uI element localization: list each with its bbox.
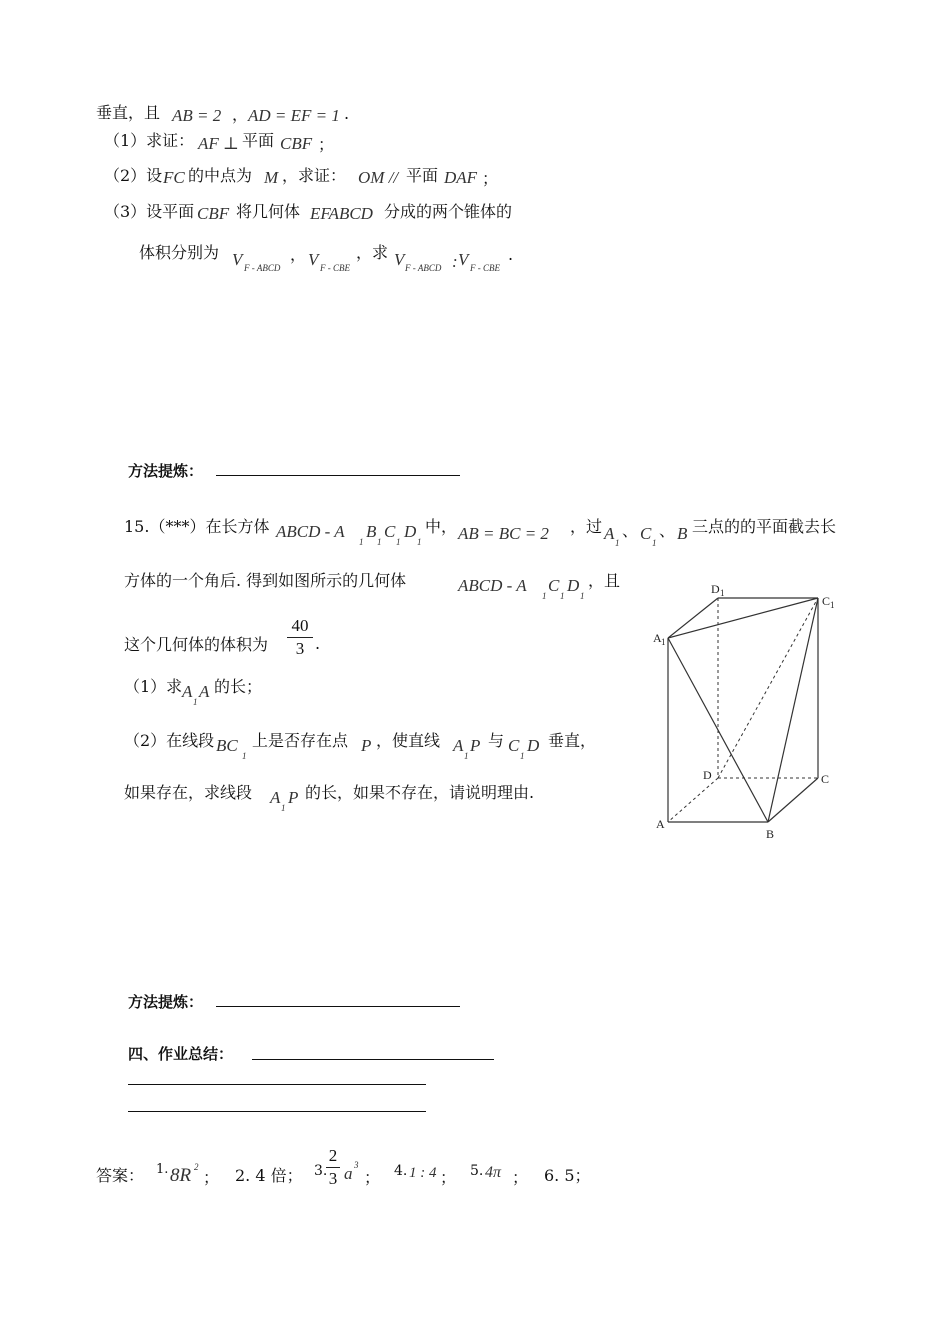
answer-4-num: 4. bbox=[394, 1163, 408, 1179]
text: （3）设平面 bbox=[104, 202, 195, 221]
math: A bbox=[182, 682, 193, 701]
fraction bbox=[287, 616, 313, 659]
text: 、 bbox=[622, 521, 639, 540]
label-a: A bbox=[656, 817, 665, 831]
denominator: 3 bbox=[328, 1169, 338, 1188]
text: 的长； bbox=[214, 677, 263, 696]
math-sub: F - CBE bbox=[320, 263, 350, 273]
math: V bbox=[232, 250, 243, 269]
label-c1: C bbox=[822, 594, 831, 608]
text: 的长，如果不存在，请说明理由. bbox=[305, 783, 535, 802]
math-sub: F - ABCD bbox=[405, 263, 442, 273]
math-sub: 1 bbox=[580, 591, 585, 601]
math: CBF bbox=[197, 204, 230, 223]
math-sub: 1 bbox=[281, 803, 286, 813]
math: M bbox=[264, 168, 279, 187]
label-b: B bbox=[766, 827, 775, 841]
text: ； bbox=[203, 1168, 220, 1187]
text: ， bbox=[290, 245, 307, 264]
math: D bbox=[404, 522, 417, 541]
edge-c1-b bbox=[768, 598, 818, 822]
edge-a1-c1 bbox=[668, 598, 818, 638]
answer-blank[interactable] bbox=[216, 475, 460, 476]
text: 体积分别为 bbox=[139, 243, 220, 262]
label-d1-sub: 1 bbox=[720, 588, 725, 598]
text: （1）求证： bbox=[104, 131, 195, 150]
edge-a1-d1 bbox=[668, 598, 718, 638]
math-sub: 1 bbox=[417, 537, 422, 547]
text: . bbox=[344, 104, 350, 123]
math-sub: 1 bbox=[615, 538, 620, 548]
math: D bbox=[567, 576, 580, 595]
answer-1-sup: 2 bbox=[194, 1162, 199, 1172]
label-c: C bbox=[821, 772, 830, 786]
text: 15.（***）在长方体 bbox=[124, 517, 270, 536]
answer-4: 1 : 4 bbox=[409, 1165, 437, 1181]
text: （2）在线段 bbox=[124, 731, 215, 750]
label-d: D bbox=[703, 768, 712, 782]
math: A bbox=[453, 736, 464, 755]
math: EFABCD bbox=[310, 204, 373, 223]
text: . bbox=[508, 245, 514, 264]
hidden-edge-d-a bbox=[668, 778, 718, 822]
denominator: 3 bbox=[295, 639, 305, 658]
answer-5: 4π bbox=[485, 1164, 502, 1181]
answer-1-num: 1. bbox=[156, 1162, 169, 1177]
text: 平面 bbox=[406, 166, 439, 185]
math: AB = 2 bbox=[172, 106, 222, 125]
math: P bbox=[288, 788, 299, 807]
method-label: 方法提炼： bbox=[128, 993, 204, 1011]
label-a1-sub: 1 bbox=[661, 637, 666, 647]
math-sub: 1 bbox=[193, 697, 198, 707]
hidden-edge-d-c1 bbox=[718, 598, 818, 778]
text: 垂直，且 bbox=[96, 103, 161, 122]
math: DAF bbox=[444, 168, 478, 187]
text: 平面 bbox=[242, 131, 275, 150]
text: 与 bbox=[488, 731, 505, 750]
math: P bbox=[470, 736, 481, 755]
text: 方体的一个角后. 得到如图所示的几何体 bbox=[124, 571, 407, 590]
fraction-bar bbox=[326, 1167, 340, 1168]
math-sub: 1 bbox=[542, 591, 547, 601]
math: V bbox=[394, 250, 405, 269]
text: 将几何体 bbox=[236, 202, 301, 221]
text: 上是否存在点 bbox=[252, 731, 349, 750]
label-d1: D bbox=[711, 582, 720, 596]
math: V bbox=[308, 250, 319, 269]
summary-blank-2[interactable] bbox=[128, 1084, 426, 1085]
answer-1: 8R bbox=[170, 1165, 192, 1186]
text: 垂直， bbox=[548, 731, 597, 750]
math: ABCD - A bbox=[276, 522, 345, 541]
math-sub: 1 bbox=[464, 751, 469, 761]
text: （2）设 bbox=[104, 166, 163, 185]
answer-3-var: a bbox=[344, 1164, 353, 1183]
answer-5-num: 5. bbox=[470, 1163, 484, 1179]
geometry-figure bbox=[640, 570, 860, 850]
math-sub: 1 bbox=[359, 537, 364, 547]
answer-blank[interactable] bbox=[216, 1006, 460, 1007]
summary-blank-3[interactable] bbox=[128, 1111, 426, 1112]
text: 三点的的平面截去长 bbox=[692, 517, 837, 536]
math: C bbox=[384, 522, 396, 541]
fraction-bar bbox=[287, 637, 313, 638]
answer-2: 2. 4 倍； bbox=[235, 1166, 303, 1185]
math: FC bbox=[163, 168, 185, 187]
text: ，过 bbox=[570, 517, 603, 536]
math: C bbox=[640, 524, 652, 543]
answer-3-fraction bbox=[326, 1146, 340, 1189]
text: ； bbox=[482, 169, 499, 188]
text: ， bbox=[232, 105, 249, 124]
text: 这个几何体的体积为 bbox=[124, 635, 269, 654]
summary-blank-1[interactable] bbox=[252, 1059, 494, 1060]
math: AF ⊥ bbox=[198, 134, 240, 153]
math: OM // bbox=[358, 168, 399, 187]
answer-3-num: 3. bbox=[314, 1163, 328, 1179]
math: V bbox=[458, 250, 469, 269]
math: B bbox=[677, 524, 688, 543]
math: C bbox=[548, 576, 560, 595]
math: BC bbox=[216, 736, 238, 755]
label-c1-sub: 1 bbox=[830, 600, 835, 610]
text: 的中点为 bbox=[188, 166, 253, 185]
math: D bbox=[527, 736, 540, 755]
answer-6: 6. 5； bbox=[544, 1166, 591, 1185]
text: ，求 bbox=[356, 243, 389, 262]
text: （1）求 bbox=[124, 677, 183, 696]
text: ，且 bbox=[588, 571, 621, 590]
math: A bbox=[270, 788, 281, 807]
text: ； bbox=[440, 1168, 457, 1187]
edge-b-c bbox=[768, 778, 818, 822]
text: ，使直线 bbox=[376, 731, 441, 750]
math: ABCD - A bbox=[458, 576, 527, 595]
numerator: 2 bbox=[328, 1146, 338, 1165]
math-sub: 1 bbox=[377, 537, 382, 547]
math-sub: F - CBE bbox=[470, 263, 500, 273]
math: AD = EF = 1 bbox=[248, 106, 340, 125]
math-sub: 1 bbox=[652, 538, 657, 548]
math-sub: F - ABCD bbox=[244, 263, 281, 273]
text: . bbox=[315, 634, 321, 653]
text: ； bbox=[512, 1168, 529, 1187]
math-sub: 1 bbox=[396, 537, 401, 547]
text: ，求证： bbox=[282, 166, 347, 185]
math: C bbox=[508, 736, 520, 755]
math: : bbox=[452, 252, 458, 271]
answer-3-sup: 3 bbox=[354, 1160, 359, 1170]
math: CBF bbox=[280, 134, 313, 153]
text: 分成的两个锥体的 bbox=[384, 202, 513, 221]
text: 如果存在，求线段 bbox=[124, 783, 253, 802]
math-sub: 1 bbox=[560, 591, 565, 601]
method-label: 方法提炼： bbox=[128, 462, 204, 480]
math: P bbox=[361, 736, 372, 755]
math: A bbox=[604, 524, 615, 543]
text: 、 bbox=[659, 521, 676, 540]
summary-label: 四、作业总结： bbox=[128, 1045, 234, 1063]
math-sub: 1 bbox=[242, 751, 247, 761]
numerator: 40 bbox=[291, 616, 309, 635]
text: 中， bbox=[425, 517, 458, 536]
answers-label: 答案： bbox=[96, 1166, 145, 1185]
math-sub: 1 bbox=[520, 751, 525, 761]
text: ； bbox=[364, 1168, 381, 1187]
label-a1: A bbox=[653, 631, 662, 645]
text: ； bbox=[318, 135, 335, 154]
math: AB = BC = 2 bbox=[458, 524, 549, 543]
math: A bbox=[199, 682, 210, 701]
math: B bbox=[366, 522, 377, 541]
